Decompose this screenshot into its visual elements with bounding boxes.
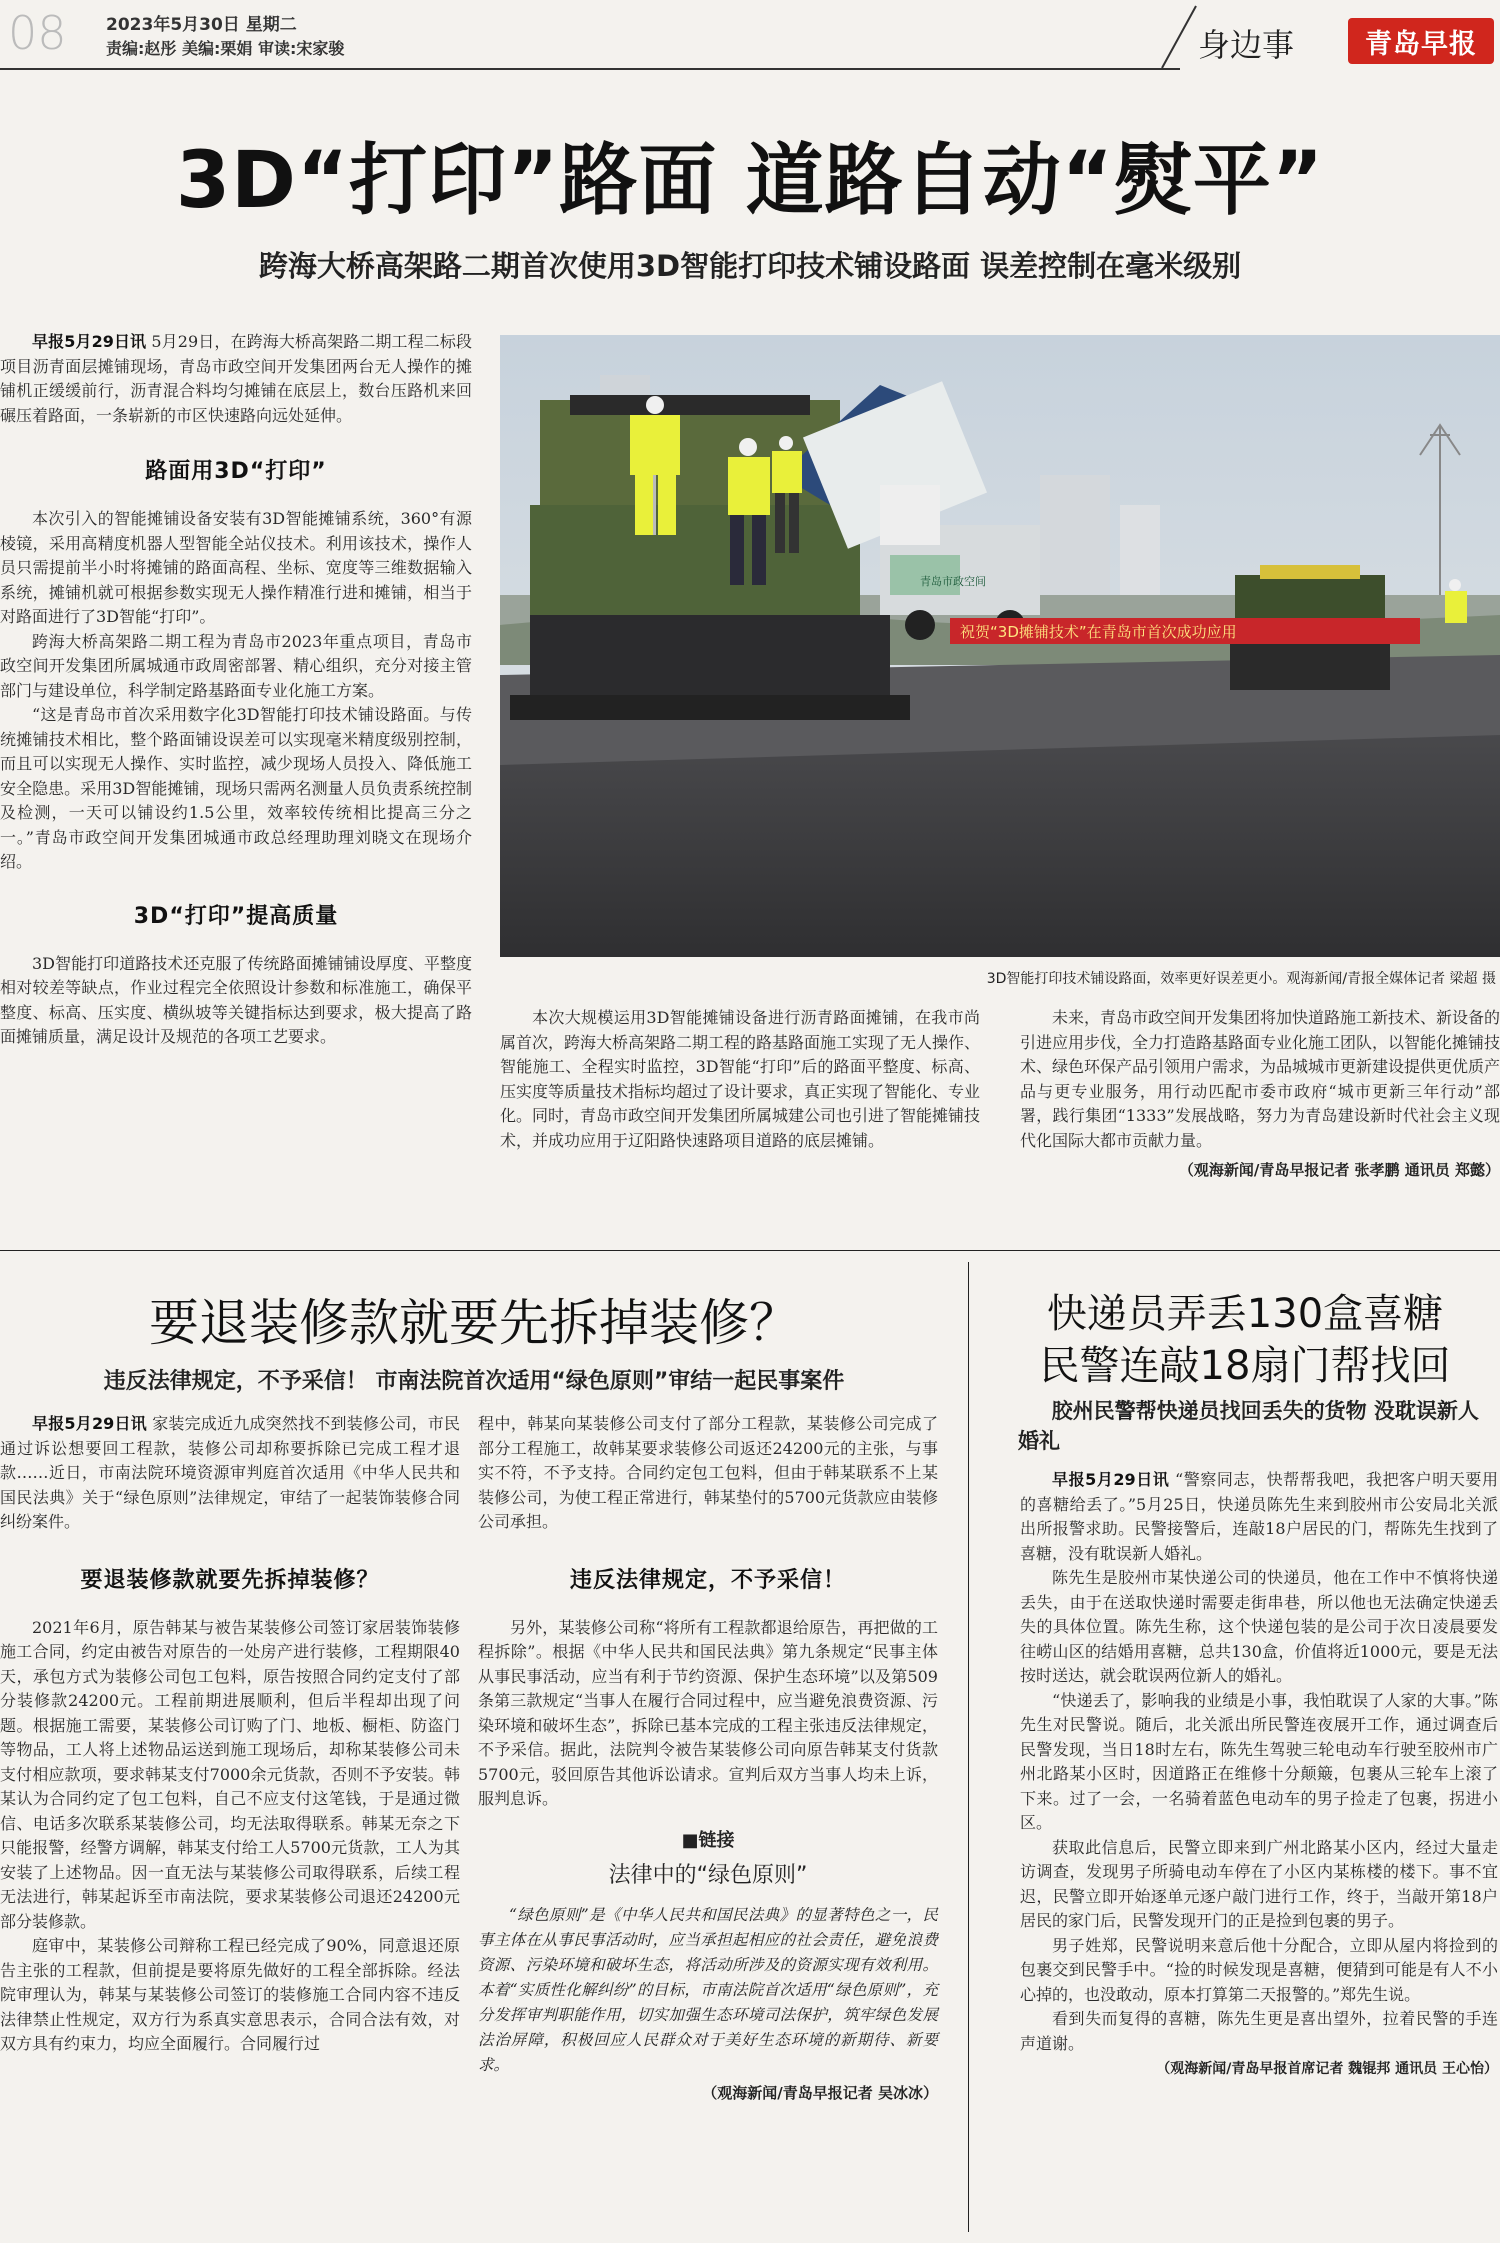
issue-date: 2023年5月30日 星期二: [106, 15, 297, 35]
article1-byline: （观海新闻/青岛早报记者 张孝鹏 通讯员 郑懿）: [1178, 1161, 1500, 1179]
header-rule-ornament: [1160, 2, 1200, 74]
article3-lead-label: 早报5月29日讯: [1052, 1470, 1170, 1489]
article3-p6: 看到失而复得的喜糖，陈先生更是喜出望外，拉着民警的手连声道谢。: [1020, 2009, 1498, 2053]
page-number: 08: [8, 6, 67, 60]
article1-right-paragraph: 未来，青岛市政空间开发集团将加快道路施工新技术、新设备的引进应用步伐，全力打造路基路面专业化施工团队，以智能化摊铺技术、绿色环保产品引领用户需求，为品城城市更新建设提供更优质产品与更专业服务，用行动匹配市委市政府“城市更新三年行动”部署，践行集团“1333”发展战略，努力为青岛建设新时代社会主义现代化国际大都市贡献力量。: [1020, 1008, 1500, 1150]
article2-left-column: [0, 1412, 460, 2057]
article2-subtitle: 违反法律规定，不予采信！ 市南法院首次适用“绿色原则”审结一起民事案件: [103, 1369, 845, 1394]
header-rule: [0, 68, 1180, 70]
article3-title-line2: 民警连敲18扇门帮找回: [1039, 1343, 1451, 1389]
article3-p2: 陈先生是胶州市某快递公司的快递员，他在工作中不慎将快递丢失，由于在送取快递时需要走街串巷，所以他也无法确定快递丢失的具体位置。陈先生称，这个快递包装的是公司于次日凌晨要发往崂山区的结婚用喜糖，总共130盒，价值将近1000元，要是无法按时送达，就会耽误两位新人的婚礼。: [1020, 1568, 1498, 1685]
article3-p5: 男子姓郑，民警说明来意后他十分配合，立即从屋内将捡到的包裹交到民警手中。“捡的时候发现是喜糖，便猜到可能是有人不小心掉的，也没敢动，原本打算第二天报警的。”郑先生说。: [1020, 1935, 1498, 2004]
article3-subtitle: 胶州民警帮快递员找回丢失的货物 没耽误新人婚礼: [1018, 1399, 1479, 1453]
link-title: 法律中的“绿色原则”: [608, 1862, 808, 1888]
article3-lead-text: “警察同志，快帮帮我吧，我把客户明天要用的喜糖给丢了。”5月25日，快递员陈先生来到胶州市公安局北关派出所报警求助。民警接警后，连敲18户居民的门，帮陈先生找到了喜糖，没有耽误新人婚礼。: [1020, 1470, 1498, 1563]
section-name: 身边事: [1198, 26, 1295, 64]
article3-p4: 获取此信息后，民警立即来到广州北路某小区内，经过大量走访调查，发现男子所骑电动车停在了小区内某栋楼的楼下。事不宜迟，民警立即开始逐单元逐户敲门进行工作，终于，当敲开第18户居民的家门后，民警发现开门的正是捡到包裹的男子。: [1020, 1837, 1498, 1930]
article3-title-line1: 快递员弄丢130盒喜糖: [1046, 1291, 1444, 1337]
link-box: [478, 1826, 938, 2103]
article2-lead: [0, 1412, 460, 1535]
photo-banner-text: 祝贺“3D摊铺技术”在青岛市首次成功应用: [960, 623, 1237, 641]
article1-mid-column: [500, 1006, 980, 1153]
article2-title: 要退装修款就要先拆掉装修？: [149, 1294, 799, 1352]
article2-lead-text: 家装完成近九成突然找不到装修公司，市民通过诉讼想要回工程款，装修公司却称要拆除已完成工程才退款……近日，市南法院环境资源审判庭首次适用《中华人民共和国民法典》关于“绿色原则”法律规定，审结了一起装饰装修合同纠纷案件。: [0, 1414, 460, 1531]
article1-lead: [0, 330, 472, 428]
logo-text: 青岛早报: [1365, 28, 1477, 60]
article1-lead-text: 5月29日，在跨海大桥高架路二期工程二标段项目沥青面层摊铺现场，青岛市政空间开发集团两台无人操作的摊铺机正缓缓前行，沥青混合料均匀摊铺在底层上，数台压路机来回碾压着路面，一条崭新的市区快速路向远处延伸。: [0, 332, 472, 425]
section-divider: [0, 1250, 1500, 1251]
article2-continued-paragraph: 程中，韩某向某装修公司支付了部分工程款，某装修公司完成了部分工程施工，故韩某要求装修公司返还24200元的主张，与事实不符，不予支持。合同约定包工包料，但由于韩某联系不上某装修公司，为使工程正常进行，韩某垫付的5700元货款应由装修公司承担。: [478, 1414, 938, 1531]
article2-section1-p2: 庭审中，某装修公司辩称工程已经完成了90%，同意退还原告主张的工程款，但前提是要将原先做好的工程全部拆除。经法院审理认为，韩某与某装修公司签订的装修施工合同内容不违反法律禁止性规定，双方行为系真实意思表示，合同合法有效，对双方具有约束力，均应全面履行。合同履行过: [0, 1936, 460, 2053]
article1-right-column: [1020, 1006, 1500, 1180]
article2-right-column: [478, 1412, 938, 2103]
article3-byline: （观海新闻/青岛早报首席记者 魏锟邦 通讯员 王心怡）: [1156, 2061, 1498, 2077]
article1-subtitle: 跨海大桥高架路二期首次使用3D智能打印技术铺设路面 误差控制在毫米级别: [258, 249, 1242, 283]
article1-section2-p1: 3D智能打印道路技术还克服了传统路面摊铺铺设厚度、平整度相对较差等缺点，作业过程完全依照设计参数和标准施工，确保平整度、标高、压实度、横纵坡等关键指标达到要求，极大提高了路面摊铺质量，满足设计及规范的各项工艺要求。: [0, 953, 472, 1046]
article1-lead-label: 早报5月29日讯: [32, 332, 147, 351]
article1-section1-heading: 路面用3D“打印”: [145, 459, 327, 484]
article1-title: 3D“打印”路面 道路自动“熨平”: [175, 136, 1325, 226]
link-text: “绿色原则”是《中华人民共和国民法典》的显著特色之一，民事主体在从事民事活动时，应当承担起相应的社会责任，避免浪费资源、污染环境和破坏生态，将活动所涉及的资源实现有效利用。本着“实质性化解纠纷”的目标，市南法院首次适用“绿色原则”，充分发挥审判职能作用，切实加强生态环境司法保护，筑牢绿色发展法治屏障，积极回应人民群众对于美好生态环境的新期待、新要求。: [478, 1905, 938, 2074]
article2-lead-label: 早报5月29日讯: [32, 1414, 147, 1433]
article2-section2-p1: 另外，某装修公司称“将所有工程款都退给原告，再把做的工程拆除”。根据《中华人民共和国民法典》第九条规定“民事主体从事民事活动，应当有利于节约资源、保护生态环境”以及第509条第三款规定“当事人在履行合同过程中，应当避免浪费资源、污染环境和破坏生态”，拆除已基本完成的工程主张违反法律规定，不予采信。据此，法院判令被告某装修公司向原告韩某支付货款5700元，驳回原告其他诉讼请求。宣判后双方当事人均未上诉，服判息诉。: [478, 1617, 938, 1808]
newspaper-logo: [1348, 18, 1494, 64]
link-label: ■链接: [681, 1829, 735, 1851]
article2-section1-p1: 2021年6月，原告韩某与被告某装修公司签订家居装饰装修施工合同，约定由被告对原告的一处房产进行装修，工程期限40天，承包方式为装修公司包工包料，原告按照合同约定支付了部分装修款24200元。工程前期进展顺利，但后半程却出现了问题。根据施工需要，某装修公司订购了门、地板、橱柜、防盗门等物品，工人将上述物品运送到施工现场后，却称某装修公司未支付相应款项，要求韩某支付7000余元货款，否则不予安装。韩某认为合同约定了包工包料，自己不应支付这笔钱，于是通过微信、电话多次联系某装修公司，均无法取得联系。韩某无奈之下只能报警，经警方调解，韩某支付给工人5700元货款，工人为其安装了上述物品。因一直无法与某装修公司取得联系，后续工程无法进行，韩某起诉至市南法院，要求某装修公司退还24200元部分装修款。: [0, 1617, 460, 1931]
article1-section1-p1: 本次引入的智能摊铺设备安装有3D智能摊铺系统，360°有源棱镜，采用高精度机器人型智能全站仪技术。利用该技术，操作人员只需提前半小时将摊铺的路面高程、坐标、宽度等三维数据输入系统，摊铺机就可根据参数实现无人操作精准行进和摊铺，相当于对路面进行了3D智能“打印”。: [0, 509, 472, 626]
article3-lead: [1020, 1468, 1498, 1566]
truck-text: 青岛市政空间: [920, 575, 986, 588]
article2-section1-heading: 要退装修款就要先拆掉装修？: [80, 1567, 380, 1593]
article3-p3: “快递丢了，影响我的业绩是小事，我怕耽误了人家的大事。”陈先生对民警说。随后，北关派出所民警连夜展开工作，通过调查后民警发现，当日18时左右，陈先生驾驶三轮电动车行驶至胶州市广州北路某小区时，因道路正在维修十分颠簸，包裹从三轮车上滚了下来。过了一会，一名骑着蓝色电动车的男子捡走了包裹，拐进小区。: [1020, 1690, 1498, 1832]
article2-byline: （观海新闻/青岛早报记者 吴冰冰）: [702, 2083, 938, 2102]
article3-body: [1020, 1468, 1498, 2078]
photo-caption: 3D智能打印技术铺设路面，效率更好误差更小。观海新闻/青报全媒体记者 梁超 摄: [986, 971, 1496, 987]
article1-section1-p2: 跨海大桥高架路二期工程为青岛市2023年重点项目，青岛市政空间开发集团所属城通市政周密部署、精心组织，充分对接主管部门与建设单位，科学制定路基路面专业化施工方案。: [0, 631, 472, 700]
article1-section2-heading: 3D“打印”提高质量: [133, 903, 339, 929]
article1-section1-p3: “这是青岛市首次采用数字化3D智能打印技术铺设路面。与传统摊铺技术相比，整个路面铺设误差可以实现毫米精度级别控制，而且可以实现无人操作、实时监控，减少现场人员投入、降低施工安全隐患。采用3D智能摊铺，现场只需两名测量人员负责系统控制及检测，一天可以铺设约1.5公里，效率较传统相比提高三分之一。”青岛市政空间开发集团城通市政总经理助理刘晓文在现场介绍。: [0, 705, 472, 871]
paving-photo: [500, 335, 1500, 957]
staff-credits: 责编:赵彤 美编:栗娟 审读:宋家骏: [106, 39, 345, 58]
column-divider: [968, 1262, 969, 2232]
article1-mid-paragraph: 本次大规模运用3D智能摊铺设备进行沥青路面摊铺，在我市尚属首次，跨海大桥高架路二期工程的路基路面施工实现了无人操作、智能施工、全程实时监控，3D智能“打印”后的路面平整度、标高、压实度等质量技术指标均超过了设计要求，真正实现了智能化、专业化。同时，青岛市政空间开发集团所属城建公司也引进了智能摊铺技术，并成功应用于辽阳路快速路项目道路的底层摊铺。: [500, 1008, 981, 1150]
article2-section2-heading: 违反法律规定，不予采信！: [569, 1567, 846, 1593]
article1-left-column: [0, 330, 472, 1050]
